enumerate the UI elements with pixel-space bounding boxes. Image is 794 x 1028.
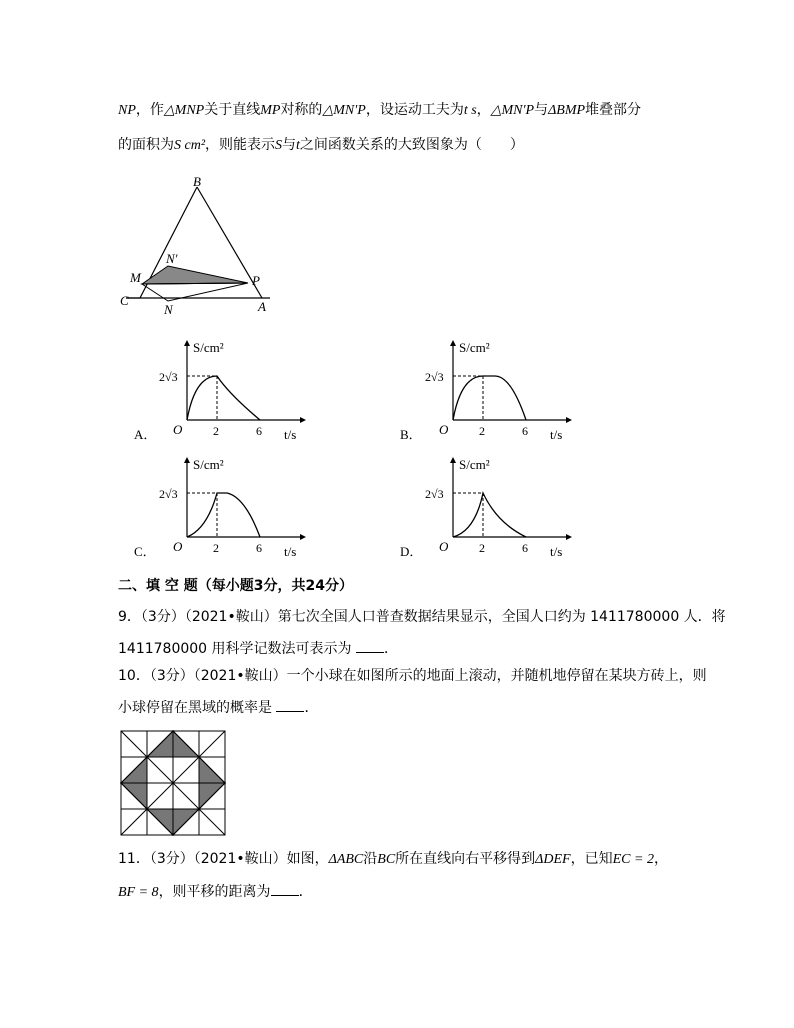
- q8-line-1: [118, 100, 641, 121]
- x1-label: 2: [213, 541, 219, 555]
- y-arrow-icon: [184, 457, 190, 463]
- y-label: S/cm²: [193, 340, 224, 355]
- x1-label: 2: [213, 424, 219, 438]
- curve: [453, 493, 526, 537]
- q8-line-2: [118, 135, 524, 156]
- q10-line-1: 10．（3分）（2021•鞍山）一个小球在如图所示的地面上滚动，并随机地停留在某块方砖上，则: [118, 668, 707, 684]
- q8-text: ，作: [135, 102, 164, 118]
- curve: [187, 493, 260, 537]
- x2-label: 6: [256, 424, 262, 438]
- option-graph-a: [132, 338, 322, 448]
- q8-text: ，设运动工夫为: [365, 102, 464, 118]
- q11-triangle-def: ΔDEF: [535, 852, 571, 867]
- x-label: t/s: [550, 544, 563, 559]
- q9-line-2: [118, 638, 398, 659]
- x2-label: 6: [522, 424, 528, 438]
- q8-text: 与: [282, 137, 297, 153]
- option-letter: C．: [134, 544, 156, 559]
- q10-text: ．: [304, 700, 319, 716]
- section-2-heading: 二、填 空 题（每小题3分，共24分）: [118, 578, 353, 594]
- x-label: t/s: [284, 427, 297, 442]
- q10-line-2: [118, 697, 318, 718]
- q8-text: 关于直线: [204, 102, 261, 118]
- y-label: S/cm²: [193, 457, 224, 472]
- label-a: A: [258, 299, 266, 314]
- x-label: t/s: [550, 427, 563, 442]
- y-label: S/cm²: [459, 457, 490, 472]
- curve: [187, 376, 260, 420]
- label-c: C: [120, 293, 129, 308]
- q8-triangle-mnp-prime: △MN′P: [322, 103, 366, 118]
- q8-text: 的面积为: [118, 137, 174, 153]
- peak-label: 2√3: [159, 370, 178, 384]
- q8-text: 与: [534, 102, 549, 118]
- origin-label: O: [439, 539, 449, 554]
- q11-bc: BC: [377, 852, 396, 867]
- x-arrow-icon: [300, 534, 306, 540]
- y-arrow-icon: [184, 340, 190, 346]
- q11-text: ，已知: [570, 851, 613, 867]
- x2-label: 6: [256, 541, 262, 555]
- origin-label: O: [439, 422, 449, 437]
- q11-text: 所在直线向右平移得到: [395, 851, 536, 867]
- q11-bf: BF = 8: [118, 885, 159, 900]
- option-graph-d: [398, 455, 588, 565]
- q8-triangle-figure: [110, 170, 290, 320]
- y-arrow-icon: [450, 457, 456, 463]
- q8-line-mp: MP: [260, 103, 281, 118]
- q8-text: ，则能表示: [205, 137, 276, 153]
- q8-np: NP: [118, 103, 136, 118]
- q8-text: 对称的: [280, 102, 323, 118]
- q11-text: 11．（3分）（2021•鞍山）如图，: [118, 851, 329, 867]
- option-letter: D．: [400, 544, 423, 559]
- peak-label: 2√3: [425, 370, 444, 384]
- q11-text: ，则平移的距离为: [158, 884, 271, 900]
- q11-text: ，: [653, 851, 668, 867]
- x-arrow-icon: [566, 534, 572, 540]
- peak-label: 2√3: [425, 487, 444, 501]
- y-label: S/cm²: [459, 340, 490, 355]
- q10-text: 小球停留在黑域的概率是: [118, 700, 277, 716]
- q11-answer-blank[interactable]: [271, 881, 299, 896]
- q11-line-2: [118, 881, 313, 903]
- curve: [453, 376, 526, 420]
- q11-ec: EC = 2: [612, 852, 654, 867]
- x-label: t/s: [284, 544, 297, 559]
- q8-s: S: [275, 138, 283, 153]
- q10-tile-figure: [120, 730, 226, 836]
- q9-line-1: 9．（3分）（2021•鞍山）第七次全国人口普查数据结果显示，全国人口约为 1411780000 人．将: [118, 609, 726, 625]
- x1-label: 2: [479, 541, 485, 555]
- option-letter: B．: [400, 427, 422, 442]
- q8-triangle-bmp: ΔBMP: [548, 103, 586, 118]
- option-graph-b: [398, 338, 588, 448]
- q8-time: t s: [463, 103, 477, 118]
- x-arrow-icon: [566, 417, 572, 423]
- q10-answer-blank[interactable]: [276, 697, 304, 712]
- y-arrow-icon: [450, 340, 456, 346]
- label-n-prime: N′: [166, 251, 178, 266]
- q8-area: S cm²: [174, 138, 206, 153]
- q11-text: ．: [298, 884, 313, 900]
- q8-triangle-mnp: △MNP: [163, 103, 205, 118]
- peak-label: 2√3: [159, 487, 178, 501]
- q8-text: 之间函数关系的大致图象为（ ）: [299, 137, 524, 153]
- origin-label: O: [173, 422, 183, 437]
- q9-answer-blank[interactable]: [356, 638, 384, 653]
- q9-text: ．: [383, 641, 398, 657]
- label-b: B: [193, 174, 201, 189]
- q11-triangle-abc: ΔABC: [328, 852, 364, 867]
- q8-text: 堆叠部分: [585, 102, 642, 118]
- x1-label: 2: [479, 424, 485, 438]
- label-p: P: [252, 273, 260, 288]
- option-letter: A．: [134, 427, 157, 442]
- q8-t: t: [296, 138, 300, 153]
- x2-label: 6: [522, 541, 528, 555]
- q11-text: 沿: [363, 851, 378, 867]
- origin-label: O: [173, 539, 183, 554]
- q11-line-1: [118, 849, 668, 870]
- q9-text: 1411780000 用科学记数法可表示为: [118, 641, 356, 657]
- label-n: N: [164, 302, 173, 317]
- q8-text: ，: [476, 102, 491, 118]
- q8-triangle-mnp-prime-2: △MN′P: [490, 103, 535, 118]
- label-m: M: [130, 270, 141, 285]
- option-graph-c: [132, 455, 322, 565]
- x-arrow-icon: [300, 417, 306, 423]
